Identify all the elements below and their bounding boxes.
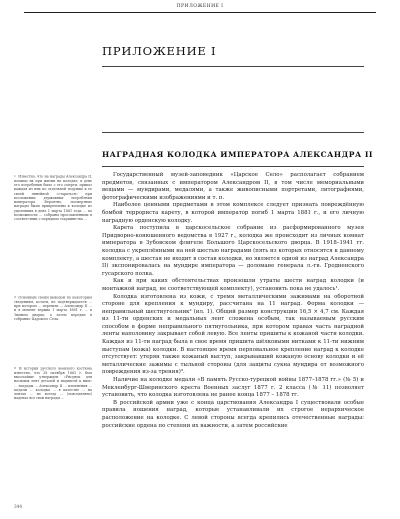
- sidenote-3: [14, 366, 92, 401]
- running-head: ПРИЛОЖЕНИЕ I: [176, 4, 224, 9]
- paragraph: Карета поступила в царскосельское собрание из расформированного музея Придворно-конюшенного ведомства в 1927 г., колодка же происходит из личных комнат императора в Зубовском флигеле Большого Царскосельского дворца. В 1918–1941 гг. колодка с укреплёнными на ней шестью наградами (пять из которых относятся к данному комплекту, а шестая не входит в состав колодки, но является одной из наград Александра II) экспонировалась на мундире императора — доломане генерала л.-гв. Гродненского гусарского полка.: [102, 225, 364, 277]
- appendix-title: ПРИЛОЖЕНИЕ I: [102, 44, 217, 58]
- sidenote-number: 2: [14, 295, 16, 299]
- section-rule-top: [102, 132, 364, 133]
- paragraph: Как и при каких обстоятельствах произошли утраты шести наград колодки (и монтажной наград, не соответствующей комплекту), установить пока не удалось¹.: [102, 278, 364, 292]
- paragraph: Наличие на колодке медали «В память Русско-турецкой войны 1877–1878 гг.» (№ 5) и Мекленбург-Шверинского креста Военных заслуг 1877 г. 2 класса (№ 11) позволяет установить, что колодка изготовлена не ранее конца 1877 – 1878 гг.: [102, 377, 364, 399]
- paragraph: Колодка изготовлена из кожи, с тремя металлическими зажимами на оборотной стороне для крепления к мундиру, рассчитана на 11 наград. Форма колодки — неправильный шестиугольник² (ил. 1). Общий размер конструкции 16,5 × 4,7 см. Каждая из 11-ти орденских и медальных лент сложена особым, так называемым русским способом в форме неправильного пятиугольника, при котором правая часть наградной ленты наполовину закрывает собой левую. Все ленты пришиты к кожаной части колодки. Каждая из 11-ти наград была в свое время пришита шёлковыми нитками к 11-ти нижним выступам (кожа) колодки. В настоящее время перповальное крепление наград к колодке отсутствует: утерян также кожаный выступ, закрывавший кожаную основу колодки и её металлические зажимы с тыльной стороны (для защиты сукна мундира от возможного повреждения из-за трения)³.: [102, 293, 364, 376]
- paragraph: Наиболее ценными предметами в этом комплексе следует признать повреждённую бомбой террориста карету, в которой император погиб 1 марта 1881 г., и его личную наградную орденскую колодку.: [102, 202, 364, 224]
- section-title: НАГРАДНАЯ КОЛОДКА ИМПЕРАТОРА АЛЕКСАНДРА II: [102, 150, 373, 159]
- sidenote-number: 3: [14, 366, 16, 370]
- body-text: [102, 172, 364, 430]
- sidenote-text: Основным своим выводом по некоторым сведениям, кстати, не подтверждается ... при котором ... перешли ... Александр II ... и в момент взрыва 1 марта 1881 г. ... в Зимнем дворце, а затем передан в собрание Царского Села.: [14, 295, 92, 321]
- paragraph: В российской армии уже с конца царствования Александра I существовали особые правила ношения наград, которые устанавливали их строгое иерархическое расположение на колодке. С левой стороны всегда крепились отечественные награды: российские ордена по степени их важности, а затем российские: [102, 399, 364, 429]
- title-rule: [102, 66, 364, 67]
- page-number: 344: [14, 504, 22, 509]
- sidenote-text: Известно, что на награды Александра II, помимо их при жизни на колодке, в день его погребения было с его смерти, приказ каждая из них по отдельной подушке к ее своей линейной «стараться» при возложении державных погребения императора. Вероятно, посмертные награды были прикреплены к колодке из уцелевших в день 1 марта 1881 года ... по возможности ... собраны прославленным в соответствии с порядком старшинства ...: [14, 174, 92, 222]
- sidenote-2: [14, 295, 92, 321]
- sidenote-number: 1: [14, 174, 16, 178]
- section-rule-bottom: [102, 166, 364, 167]
- paragraph: Государственный музей-заповедник «Царское Село» располагает собранием предметов, связанных с императором Александром II, в том числе мемориальными вещами — мундирами, медалями, а также живописными портретами, литографиями, фотографическими изображениями и т. п.: [102, 172, 364, 201]
- sidenote-1: [14, 174, 92, 221]
- sidenote-text: В истории русского военного костюма известно, что 28 октября 1862 г. был высочайше утвержден «Рисунок для носимых лент деталей и надписей к ним» ... награды ... Александр II ... изменения ... медали ... колодка ... в качестве ... на лентах ... не всегда ... (повседневно) надевал все свои награды ...: [14, 366, 92, 401]
- header-rule: [24, 12, 376, 13]
